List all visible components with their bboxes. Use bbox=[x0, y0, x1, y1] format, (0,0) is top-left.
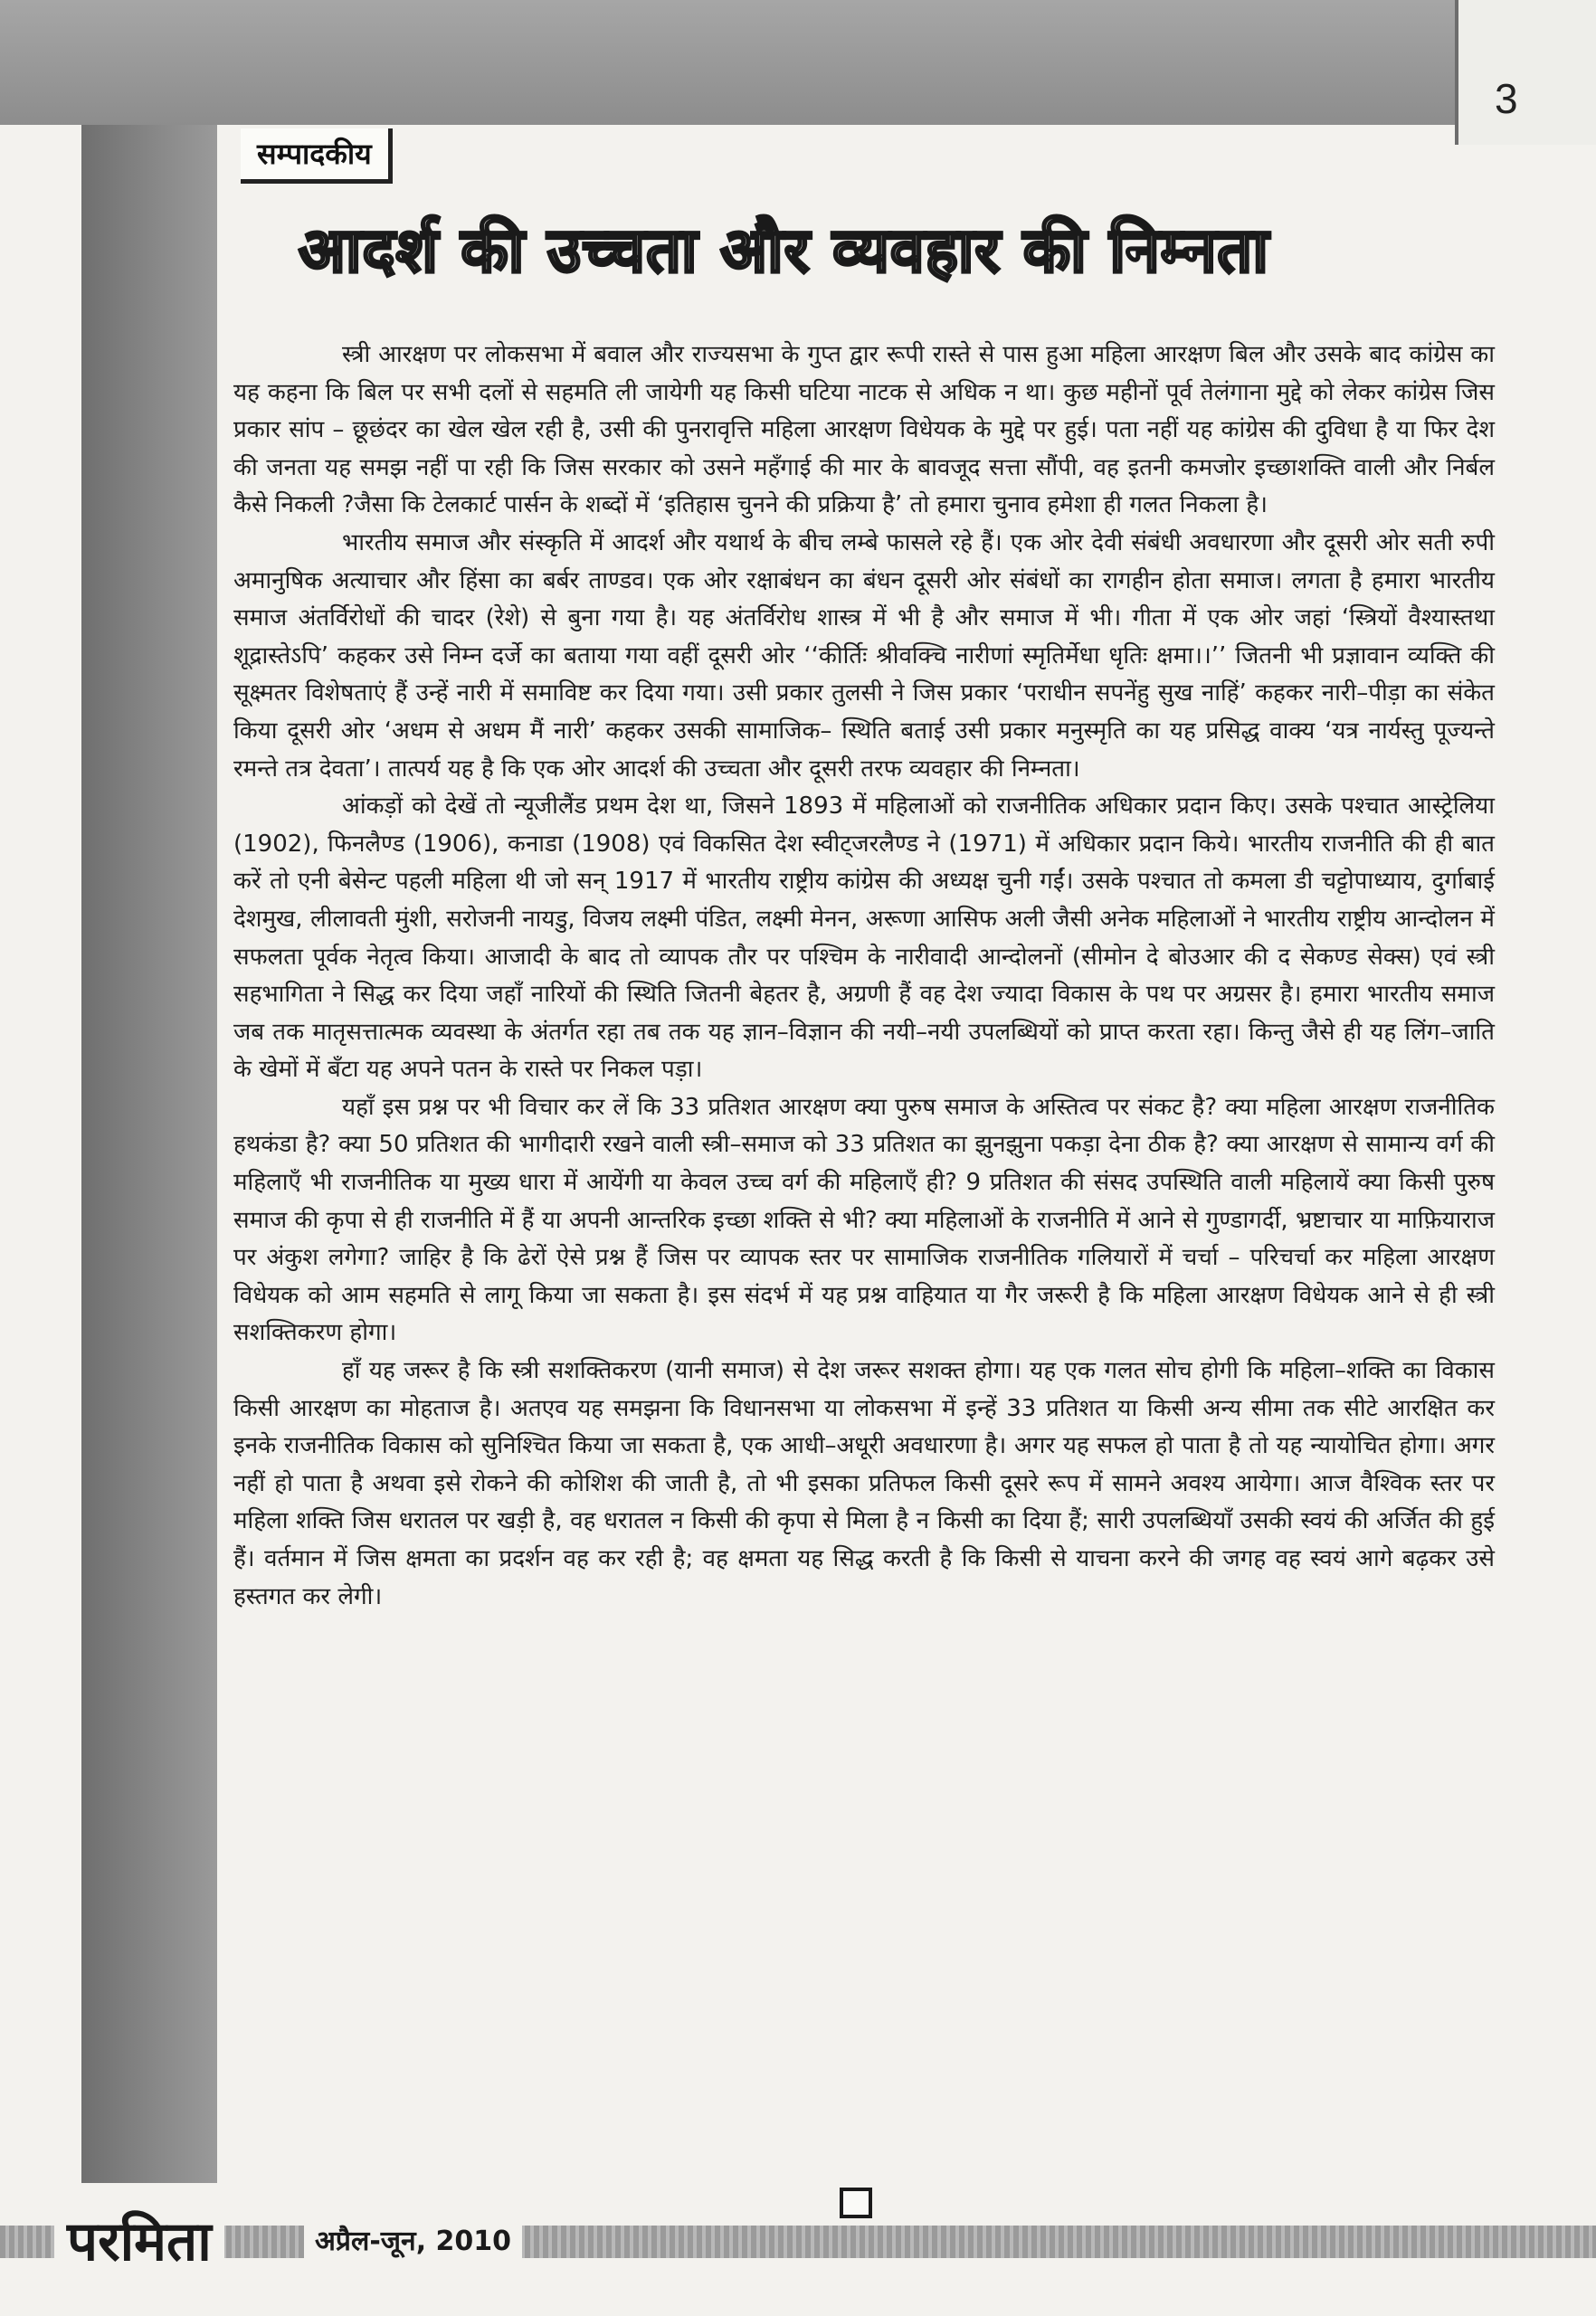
section-tag: सम्पादकीय bbox=[241, 128, 393, 184]
footer-issue-date: अप्रैल-जून, 2010 bbox=[304, 2220, 522, 2264]
page-number: 3 bbox=[1495, 75, 1518, 122]
top-gray-band bbox=[0, 0, 1455, 125]
end-of-article-mark bbox=[840, 2188, 872, 2218]
footer-magazine-name: परमिता bbox=[54, 2207, 224, 2276]
page-number-box bbox=[1455, 0, 1596, 145]
paragraph-1: स्त्री आरक्षण पर लोकसभा में बवाल और राज्यसभा के गुप्त द्वार रूपी रास्ते से पास हुआ महिला आरक्षण बिल और उसके बाद कांग्रेस का यह कहना कि बिल पर सभी दलों से सहमति ली जायेगी यह किसी घटिया नाटक से अधिक न था। कुछ महीनों पूर्व तेलंगाना मुद्दे को लेकर कांग्रेस जिस प्रकार सांप – छूछंदर का खेल खेल रही है, उसी की पुनरावृत्ति महिला आरक्षण विधेयक के मुद्दे पर हुई। पता नहीं यह कांग्रेस की दुविधा है या फिर देश की जनता यह समझ नहीं पा रही कि जिस सरकार को उसने महँगाई की मार के बावजूद सत्ता सौंपी, वह इतनी कमजोर इच्छाशक्ति वाली और निर्बल कैसे निकली ?जैसा कि टेलकार्ट पार्सन के शब्दों में ‘इतिहास चुनने की प्रक्रिया है’ तो हमारा चुनाव हमेशा ही गलत निकला है। bbox=[233, 341, 1495, 519]
paragraph-5: हाँ यह जरूर है कि स्त्री सशक्तिकरण (यानी समाज) से देश जरूर सशक्त होगा। यह एक गलत सोच होगी कि महिला–शक्ति का विकास किसी आरक्षण का मोहताज है। अतएव यह समझना कि विधानसभा या लोकसभा में इन्हें 33 प्रतिशत या किसी अन्य सीमा तक सीटे आरक्षित कर इनके राजनीतिक विकास को सुनिश्चित किया जा सकता है, एक आधी–अधूरी अवधारणा है। अगर यह सफल हो पाता है तो यह न्यायोचित होगा। अगर नहीं हो पाता है अथवा इसे रोकने की कोशिश की जाती है, तो भी इसका प्रतिफल किसी दूसरे रूप में सामने अवश्य आयेगा। आज वैश्विक स्तर पर महिला शक्ति जिस धरातल पर खड़ी है, वह धरातल न किसी की कृपा से मिला है न किसी का दिया हैं; सारी उपलब्धियाँ उसकी स्वयं की अर्जित की हुई हैं। वर्तमान में जिस क्षमता का प्रदर्शन वह कर रही है; वह क्षमता यह सिद्ध करती है कि किसी से याचना करने की जगह वह स्वयं आगे बढ़कर उसे हस्तगत कर लेगी। bbox=[233, 1357, 1495, 1610]
paragraph-3: आंकड़ों को देखें तो न्यूजीलैंड प्रथम देश था, जिसने 1893 में महिलाओं को राजनीतिक अधिकार प्रदान किए। उसके पश्चात आस्ट्रेलिया (1902), फिनलैण्ड (1906), कनाडा (1908) एवं विकसित देश स्वीट्जरलैण्ड ने (1971) में अधिकार प्रदान किये। भारतीय राजनीति की ही बात करें तो एनी बेसेन्ट पहली महिला थी जो सन् 1917 में भारतीय राष्ट्रीय कांग्रेस की अध्यक्ष चुनी गईं। उसके पश्चात तो कमला डी चट्टोपाध्याय, दुर्गाबाई देशमुख, लीलावती मुंशी, सरोजनी नायडु, विजय लक्ष्मी पंडित, लक्ष्मी मेनन, अरूणा आसिफ अली जैसी अनेक महिलाओं ने भारतीय राष्ट्रीय आन्दोलन में सफलता पूर्वक नेतृत्व किया। आजादी के बाद तो व्यापक तौर पर पश्चिम के नारीवादी आन्दोलनों (सीमोन दे बोउआर की द सेकण्ड सेक्स) एवं स्त्री सहभागिता ने सिद्ध कर दिया जहाँ नारियों की स्थिति जितनी बेहतर है, अग्रणी हैं वह देश ज्यादा विकास के पथ पर अग्रसर है। हमारा भारतीय समाज जब तक मातृसत्तात्मक व्यवस्था के अंतर्गत रहा तब तक यह ज्ञान–विज्ञान की नयी–नयी उपलब्धियों को प्राप्त करता रहा। किन्तु जैसे ही यह लिंग–जाति के खेमों में बँटा यह अपने पतन के रास्ते पर निकल पड़ा। bbox=[233, 793, 1495, 1084]
footer-bar bbox=[0, 2226, 1596, 2258]
left-gray-band bbox=[81, 125, 217, 2183]
article-title: आदर्श की उच्चता और व्यवहार की निम्नता bbox=[299, 215, 1269, 287]
paragraph-4: यहाँ इस प्रश्न पर भी विचार कर लें कि 33 प्रतिशत आरक्षण क्या पुरुष समाज के अस्तित्व पर संकट है? क्या महिला आरक्षण राजनीतिक हथकंडा है? क्या 50 प्रतिशत की भागीदारी रखने वाली स्त्री–समाज को 33 प्रतिशत का झुनझुना पकड़ा देना ठीक है? क्या आरक्षण से सामान्य वर्ग की महिलाएँ भी राजनीतिक या मुख्य धारा में आयेंगी या केवल उच्च वर्ग की महिलाएँ ही? 9 प्रतिशत की संसद उपस्थिति वाली महिलायें क्या किसी पुरुष समाज की कृपा से ही राजनीति में हैं या अपनी आन्तरिक इच्छा शक्ति से भी? क्या महिलाओं के राजनीति में आने से गुण्डागर्दी, भ्रष्टाचार या माफ़ियाराज पर अंकुश लगेगा? जाहिर है कि ढेरों ऐसे प्रश्न हैं जिस पर व्यापक स्तर पर सामाजिक राजनीतिक गलियारों में चर्चा – परिचर्चा कर महिला आरक्षण विधेयक को आम सहमति से लागू किया जा सकता है। इस संदर्भ में यह प्रश्न वाहियात या गैर जरूरी है कि महिला आरक्षण विधेयक आने से ही स्त्री सशक्तिकरण होगा। bbox=[233, 1093, 1495, 1347]
paragraph-2: भारतीय समाज और संस्कृति में आदर्श और यथार्थ के बीच लम्बे फासले रहे हैं। एक ओर देवी संबंधी अवधारणा और दूसरी ओर सती रुपी अमानुषिक अत्याचार और हिंसा का बर्बर ताण्डव। एक ओर रक्षाबंधन का बंधन दूसरी ओर संबंधों का रागहीन होता समाज। लगता है हमारा भारतीय समाज अंतर्विरोधों की चादर (रेशे) से बुना गया है। यह अंतर्विरोध शास्त्र में भी है और समाज में भी। गीता में एक ओर जहां ‘स्त्रियों वैश्यास्तथा शूद्रास्तेऽपि’ कहकर उसे निम्न दर्जे का बताया गया वहीं दूसरी ओर ‘‘कीर्तिः श्रीवक्चि नारीणां स्मृतिर्मेधा धृतिः क्षमा।।’’ जितनी भी प्रज्ञावान व्यक्ति की सूक्ष्मतर विशेषताएं हैं उन्हें नारी में समाविष्ट कर दिया गया। उसी प्रकार तुलसी ने जिस प्रकार ‘पराधीन सपनेंहु सुख नाहिं’ कहकर नारी–पीड़ा का संकेत किया दूसरी ओर ‘अधम से अधम मैं नारी’ कहकर उसकी सामाजिक– स्थिति बताई उसी प्रकार मनुस्मृति का यह प्रसिद्ध वाक्य ‘यत्र नार्यस्तु पूज्यन्ते रमन्ते तत्र देवता’। तात्पर्य यह है कि एक ओर आदर्श की उच्चता और दूसरी तरफ व्यवहार की निम्नता। bbox=[233, 528, 1495, 783]
article-body bbox=[233, 337, 1495, 1616]
